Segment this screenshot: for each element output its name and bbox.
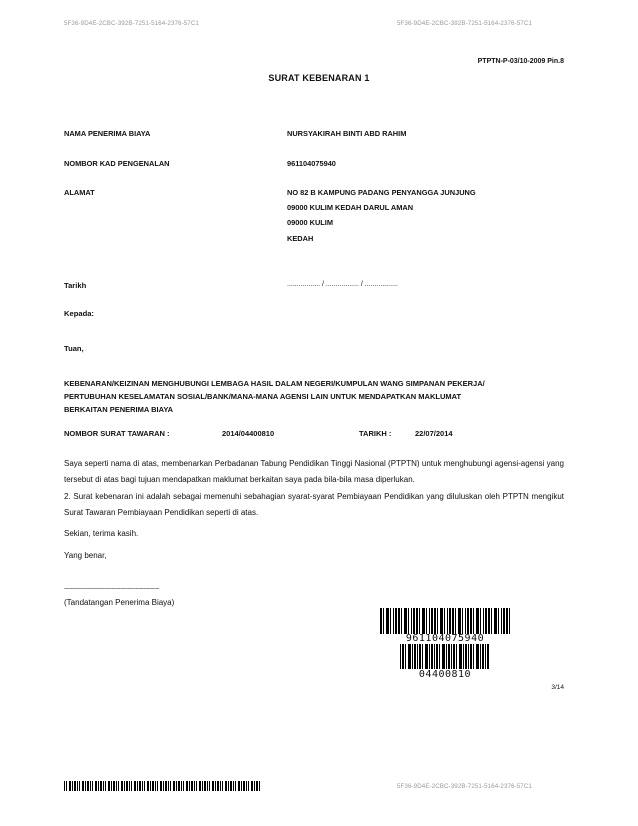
address-label: ALAMAT (64, 188, 95, 197)
footer-document-id: 5F36-9D4E-2CBC-392B-7251-5164-2376-57C1 (397, 783, 532, 790)
page-title: SURAT KEBENARAN 1 (268, 73, 370, 83)
ic-barcode-number: 961104075940 (405, 633, 485, 644)
offer-date-label: TARIKH : (359, 429, 392, 438)
ic-barcode (380, 608, 510, 634)
subject-heading (64, 377, 485, 416)
address-line-3: 09000 KULIM (287, 218, 334, 227)
offer-number-label: NOMBOR SURAT TAWARAN : (64, 429, 170, 438)
kepada-label: Kepada: (64, 309, 94, 318)
offer-date-value: 22/07/2014 (415, 429, 453, 438)
paragraph-consent: Saya seperti nama di atas, membenarkan Perbadanan Tabung Pendidikan Tinggi Nasional (PTPTN) untuk menghubungi agensi-agensi yang tersebut di atas bagi tujuan mendapatkan maklumat berkaitan saya pada bila-bila masa diperlukan. (64, 459, 564, 484)
form-reference: PTPTN-P-03/10-2009 Pin.8 (477, 58, 564, 65)
subject-line-1: KEBENARAN/KEIZINAN MENGHUBUNGI LEMBAGA HASIL DALAM NEGERI/KUMPULAN WANG SIMPANAN PEKERJA/ (64, 379, 485, 388)
paragraph-condition: 2. Surat kebenaran ini adalah sebagai memenuhi sebahagian syarat-syarat Pembiayaan Pendidikan yang diluluskan oleh PTPTN mengikut Surat Tawaran Pembiayaan Pendidikan seperti di atas. (64, 492, 564, 517)
offer-number-value: 2014/04400810 (222, 429, 275, 438)
offer-barcode (400, 644, 490, 669)
name-value: NURSYAKIRAH BINTI ABD RAHIM (287, 129, 407, 138)
offer-barcode-number: 04400810 (418, 669, 472, 680)
date-blank: ................. / ................. / ................. (287, 281, 398, 288)
yang-benar-text: Yang benar, (64, 551, 107, 560)
date-label: Tarikh (64, 281, 87, 290)
footer-barcode (64, 781, 260, 791)
signature-caption: (Tandatangan Penerima Biaya) (64, 598, 175, 607)
salutation: Tuan, (64, 344, 84, 353)
ic-label: NOMBOR KAD PENGENALAN (64, 159, 170, 168)
address-line-2: 09000 KULIM KEDAH DARUL AMAN (287, 203, 414, 212)
page-number: 3/14 (551, 684, 564, 691)
address-line-4: KEDAH (287, 234, 314, 243)
subject-line-2: PERTUBUHAN KESELAMATAN SOSIAL/BANK/MANA-MANA AGENSI LAIN UNTUK MENDAPATKAN MAKLUMAT (64, 392, 462, 401)
name-label: NAMA PENERIMA BIAYA (64, 129, 151, 138)
subject-line-3: BERKAITAN PENERIMA BIAYA (64, 405, 174, 414)
signature-line: -------------------------------------------------------- (64, 586, 160, 592)
document-id-right: 5F36-9D4E-2CBC-392B-7251-5164-2376-57C1 (397, 20, 532, 27)
document-id-left: 5F36-9D4E-2CBC-392B-7251-5164-2376-57C1 (64, 20, 199, 27)
ic-value: 961104075940 (287, 159, 336, 168)
closing-text: Sekian, terima kasih. (64, 529, 139, 538)
address-line-1: NO 82 B KAMPUNG PADANG PENYANGGA JUNJUNG (287, 188, 476, 197)
